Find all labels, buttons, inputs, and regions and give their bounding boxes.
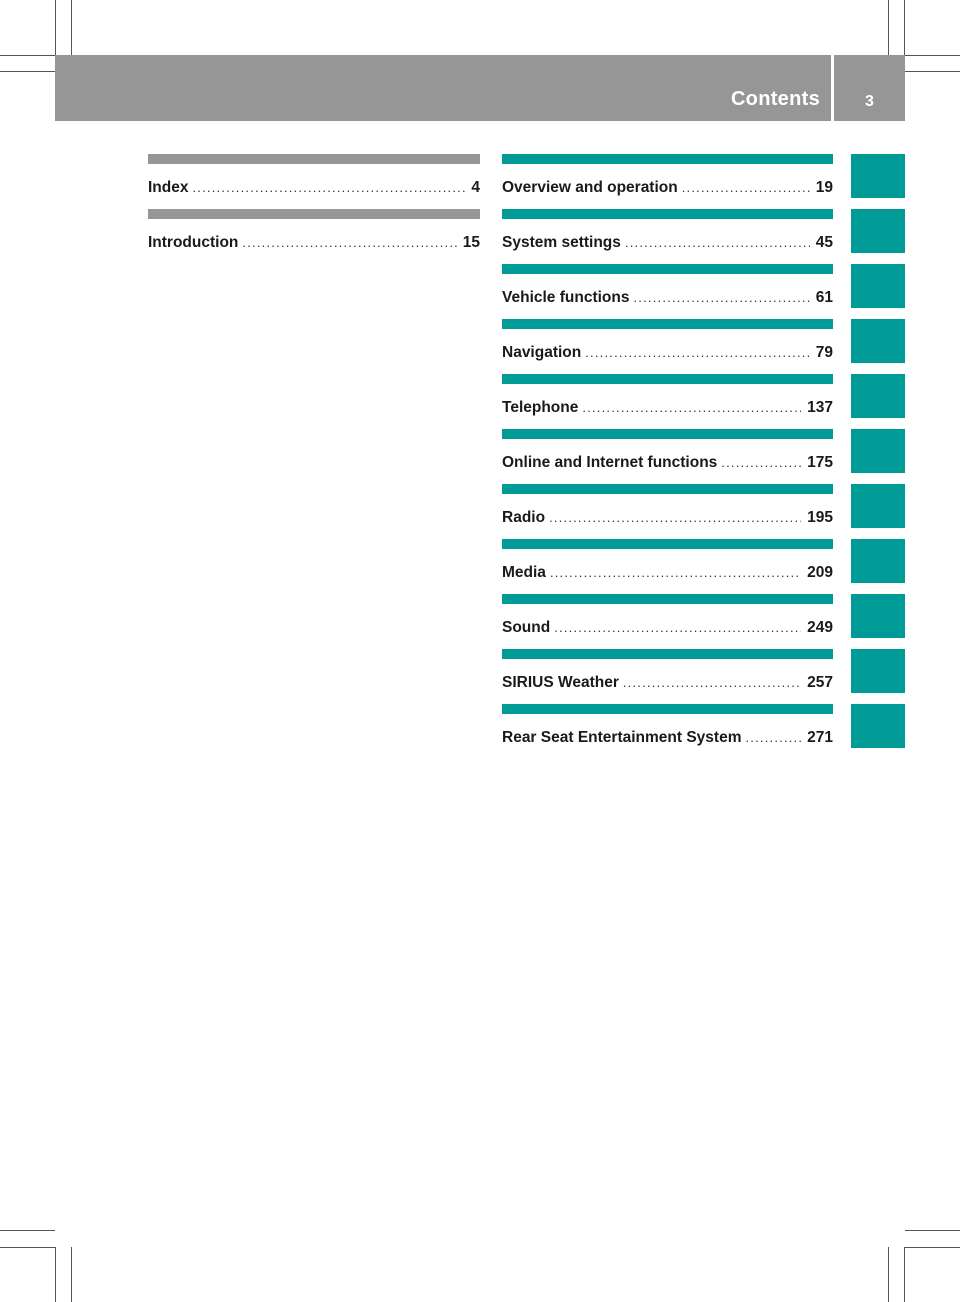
section-bar <box>502 484 833 494</box>
crop-mark <box>904 1247 905 1302</box>
toc-left-column <box>148 154 480 264</box>
toc-line[interactable] <box>502 453 833 473</box>
toc-title[interactable]: Vehicle functions <box>502 289 630 306</box>
crop-mark <box>0 1230 55 1231</box>
toc-page-number[interactable]: 271 <box>807 729 833 746</box>
chapter-tab[interactable] <box>851 704 905 748</box>
toc-title[interactable]: Introduction <box>148 234 239 251</box>
chapter-tab[interactable] <box>851 484 905 528</box>
toc-entry[interactable] <box>502 154 833 209</box>
toc-entry[interactable] <box>148 209 480 264</box>
page-number: 3 <box>865 93 874 110</box>
dot-leader <box>550 563 801 583</box>
toc-line[interactable] <box>148 233 480 253</box>
crop-mark <box>0 55 55 56</box>
toc-page-number[interactable]: 175 <box>807 454 833 471</box>
crop-mark <box>0 71 55 72</box>
crop-mark <box>71 1247 72 1302</box>
crop-mark <box>904 0 905 55</box>
toc-title[interactable]: Online and Internet functions <box>502 454 718 471</box>
toc-line[interactable] <box>502 618 833 638</box>
toc-entry[interactable] <box>502 594 833 649</box>
toc-title[interactable]: Sound <box>502 619 551 636</box>
toc-entry[interactable] <box>502 704 833 759</box>
section-bar <box>148 154 480 164</box>
toc-right-column <box>502 154 833 759</box>
toc-entry[interactable] <box>502 539 833 594</box>
crop-mark <box>905 1230 960 1231</box>
section-bar <box>502 264 833 274</box>
toc-entry[interactable] <box>502 429 833 484</box>
dot-leader <box>242 233 456 253</box>
toc-entry[interactable] <box>502 374 833 429</box>
toc-line[interactable] <box>502 563 833 583</box>
toc-line[interactable] <box>502 178 833 198</box>
toc-title[interactable]: Navigation <box>502 344 582 361</box>
chapter-tab[interactable] <box>851 649 905 693</box>
toc-page-number[interactable]: 209 <box>807 564 833 581</box>
toc-entry[interactable] <box>502 649 833 704</box>
toc-entry[interactable] <box>502 319 833 374</box>
dot-leader <box>625 233 810 253</box>
toc-page-number[interactable]: 4 <box>471 179 480 196</box>
dot-leader <box>192 178 465 198</box>
crop-mark <box>71 0 72 55</box>
chapter-tab[interactable] <box>851 429 905 473</box>
chapter-tab[interactable] <box>851 319 905 363</box>
section-bar <box>502 594 833 604</box>
chapter-tab[interactable] <box>851 154 905 198</box>
crop-mark <box>888 0 889 55</box>
toc-page-number[interactable]: 137 <box>807 399 833 416</box>
chapter-tab[interactable] <box>851 539 905 583</box>
section-bar <box>502 154 833 164</box>
dot-leader <box>554 618 801 638</box>
crop-mark <box>0 1247 55 1248</box>
chapter-tab[interactable] <box>851 264 905 308</box>
section-bar <box>502 704 833 714</box>
dot-leader <box>549 508 801 528</box>
toc-page-number[interactable]: 61 <box>815 289 833 306</box>
toc-page-number[interactable]: 249 <box>807 619 833 636</box>
crop-mark <box>905 71 960 72</box>
chapter-tab[interactable] <box>851 209 905 253</box>
toc-line[interactable] <box>502 673 833 693</box>
toc-title[interactable]: System settings <box>502 234 621 251</box>
toc-line[interactable] <box>502 508 833 528</box>
dot-leader <box>633 288 809 308</box>
page-title: Contents <box>730 88 820 110</box>
chapter-tab[interactable] <box>851 594 905 638</box>
toc-title[interactable]: Overview and operation <box>502 179 678 196</box>
toc-line[interactable] <box>502 233 833 253</box>
toc-line[interactable] <box>502 343 833 363</box>
toc-page-number[interactable]: 79 <box>815 344 833 361</box>
section-bar <box>502 374 833 384</box>
dot-leader <box>682 178 810 198</box>
dot-leader <box>745 728 801 748</box>
toc-line[interactable] <box>502 398 833 418</box>
toc-title[interactable]: Radio <box>502 509 546 526</box>
toc-entry[interactable] <box>502 484 833 539</box>
toc-page-number[interactable]: 195 <box>807 509 833 526</box>
toc-entry[interactable] <box>502 264 833 319</box>
crop-mark <box>55 0 56 55</box>
toc-page-number[interactable]: 45 <box>815 234 833 251</box>
section-bar <box>502 319 833 329</box>
section-bar <box>148 209 480 219</box>
toc-entry[interactable] <box>148 154 480 209</box>
toc-title[interactable]: Media <box>502 564 546 581</box>
toc-line[interactable] <box>502 288 833 308</box>
section-bar <box>502 539 833 549</box>
section-bar <box>502 429 833 439</box>
toc-title[interactable]: Index <box>148 179 189 196</box>
chapter-tabs <box>851 154 905 759</box>
toc-page-number[interactable]: 19 <box>815 179 833 196</box>
toc-entry[interactable] <box>502 209 833 264</box>
toc-page-number[interactable]: 257 <box>807 674 833 691</box>
toc-title[interactable]: Telephone <box>502 399 579 416</box>
toc-title[interactable]: SIRIUS Weather <box>502 674 619 691</box>
chapter-tab[interactable] <box>851 374 905 418</box>
crop-mark <box>55 1247 56 1302</box>
toc-page-number[interactable]: 15 <box>462 234 480 251</box>
section-bar <box>502 649 833 659</box>
toc-line[interactable] <box>148 178 480 198</box>
dot-leader <box>721 453 801 473</box>
crop-mark <box>888 1247 889 1302</box>
toc-title[interactable]: Rear Seat Entertainment System <box>502 729 742 746</box>
dot-leader <box>623 673 801 693</box>
crop-mark <box>905 55 960 56</box>
section-bar <box>502 209 833 219</box>
dot-leader <box>582 398 801 418</box>
header-divider <box>831 55 834 121</box>
dot-leader <box>585 343 810 363</box>
crop-mark <box>905 1247 960 1248</box>
toc-line[interactable] <box>502 728 833 748</box>
